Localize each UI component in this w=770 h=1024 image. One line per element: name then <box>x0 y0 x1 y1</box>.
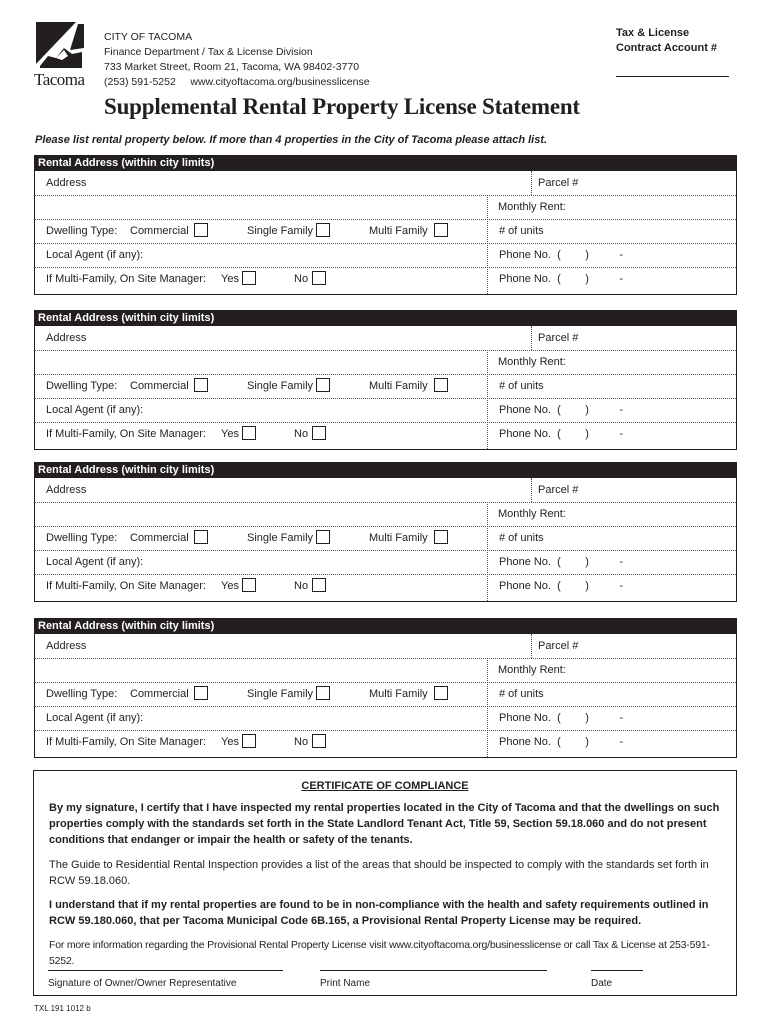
units-field[interactable]: # of units <box>499 225 544 237</box>
column-divider <box>487 350 488 449</box>
contract-account <box>616 26 717 56</box>
row-divider <box>35 682 736 683</box>
multi-family-checkbox[interactable] <box>434 686 448 700</box>
units-field[interactable]: # of units <box>499 532 544 544</box>
multi-family-label: Multi Family <box>369 225 428 237</box>
monthly-rent-field[interactable]: Monthly Rent: <box>498 508 566 520</box>
column-divider <box>531 478 532 502</box>
commercial-checkbox[interactable] <box>194 530 208 544</box>
commercial-checkbox[interactable] <box>194 378 208 392</box>
single-family-label: Single Family <box>247 688 314 700</box>
no-checkbox[interactable] <box>312 578 326 592</box>
rental-fields <box>34 478 737 602</box>
certification-statement: By my signature, I certify that I have inspected my rental properties located in the City of Tacoma and that the dwellings on such properties comply with the standards set forth in the State Landlord Tenant Act, Title 59, Section 59.18.060 and do not present conditions that endanger or impair the health or safety of the tenants. <box>49 802 720 846</box>
row-divider <box>35 243 736 244</box>
inspection-guide-note: The Guide to Residential Rental Inspection provides a list of the areas that should be inspected to comply with the standards set forth in RCW 59.18.060. <box>49 859 709 887</box>
rental-fields <box>34 634 737 758</box>
section-header <box>34 155 737 171</box>
more-info-note: For more information regarding the Provisional Rental Property License visit www.cityoftacoma.org/businesslicense or call Tax & License at 253-591-5252. <box>49 939 710 967</box>
row-divider <box>35 526 736 527</box>
rental-fields <box>34 171 737 295</box>
monthly-rent-field[interactable]: Monthly Rent: <box>498 664 566 676</box>
single-family-checkbox[interactable] <box>316 686 330 700</box>
owner-signature-field[interactable] <box>48 970 283 971</box>
manager-phone-field[interactable]: Phone No. ( ) - <box>499 428 624 440</box>
dwelling-type-label: Dwelling Type: <box>46 225 118 237</box>
multi-family-label: Multi Family <box>369 532 428 544</box>
owner-signature-label: Signature of Owner/Owner Representative <box>48 978 237 989</box>
yes-checkbox[interactable] <box>242 734 256 748</box>
row-divider <box>35 195 736 196</box>
agent-phone-field[interactable]: Phone No. ( ) - <box>499 556 624 568</box>
non-compliance-statement: I understand that if my rental properties are found to be in non-compliance with the health and safety requirements outlined in RCW 59.180.060, that per Tacoma Municipal Code 6B.165, a Provisional Rental Property License may be required. <box>49 899 709 927</box>
rental-address-block <box>34 155 737 295</box>
column-divider <box>487 502 488 601</box>
column-divider <box>487 195 488 294</box>
city-phone-web: (253) 591-5252 www.cityoftacoma.org/businesslicense <box>104 76 370 88</box>
agent-phone-field[interactable]: Phone No. ( ) - <box>499 404 624 416</box>
address-field[interactable]: Address <box>46 484 87 496</box>
rental-address-block <box>34 462 737 602</box>
on-site-manager-label: If Multi-Family, On Site Manager: <box>46 580 206 592</box>
section-title: Rental Address (within city limits) <box>34 463 218 477</box>
yes-label: Yes <box>221 428 239 440</box>
units-field[interactable]: # of units <box>499 688 544 700</box>
single-family-checkbox[interactable] <box>316 530 330 544</box>
yes-checkbox[interactable] <box>242 426 256 440</box>
rental-address-block <box>34 618 737 758</box>
single-family-label: Single Family <box>247 380 314 392</box>
yes-label: Yes <box>221 736 239 748</box>
row-divider <box>35 730 736 731</box>
yes-label: Yes <box>221 273 239 285</box>
section-title: Rental Address (within city limits) <box>34 619 218 633</box>
city-name: CITY OF TACOMA <box>104 31 193 43</box>
dwelling-type-label: Dwelling Type: <box>46 380 118 392</box>
row-divider <box>35 550 736 551</box>
page-title: Supplemental Rental Property License Statement <box>104 94 580 119</box>
date-label: Date <box>591 978 613 989</box>
address-field[interactable]: Address <box>46 640 87 652</box>
instructions: Please list rental property below. If more than 4 properties in the City of Tacoma please attach list. <box>35 134 548 146</box>
local-agent-field[interactable]: Local Agent (if any): <box>46 712 144 724</box>
single-family-checkbox[interactable] <box>316 378 330 392</box>
commercial-label: Commercial <box>130 380 189 392</box>
dwelling-type-label: Dwelling Type: <box>46 532 118 544</box>
print-name-field[interactable] <box>320 970 547 971</box>
manager-phone-field[interactable]: Phone No. ( ) - <box>499 580 624 592</box>
no-checkbox[interactable] <box>312 734 326 748</box>
city-address: 733 Market Street, Room 21, Tacoma, WA 98402-3770 <box>104 61 360 73</box>
row-divider <box>35 574 736 575</box>
single-family-label: Single Family <box>247 225 314 237</box>
row-divider <box>35 398 736 399</box>
no-label: No <box>294 273 309 285</box>
column-divider <box>487 658 488 757</box>
no-checkbox[interactable] <box>312 426 326 440</box>
section-header <box>34 310 737 326</box>
logo-text: Tacoma <box>34 70 85 89</box>
column-divider <box>531 634 532 658</box>
account-label-1: Tax & License <box>616 27 690 39</box>
section-title: Rental Address (within city limits) <box>34 156 218 170</box>
multi-family-checkbox[interactable] <box>434 223 448 237</box>
on-site-manager-label: If Multi-Family, On Site Manager: <box>46 428 206 440</box>
on-site-manager-label: If Multi-Family, On Site Manager: <box>46 273 206 285</box>
row-divider <box>35 422 736 423</box>
no-label: No <box>294 580 309 592</box>
parcel-field[interactable]: Parcel # <box>538 177 579 189</box>
row-divider <box>35 502 736 503</box>
commercial-label: Commercial <box>130 688 189 700</box>
commercial-checkbox[interactable] <box>194 686 208 700</box>
monthly-rent-field[interactable]: Monthly Rent: <box>498 201 566 213</box>
parcel-field[interactable]: Parcel # <box>538 484 579 496</box>
yes-checkbox[interactable] <box>242 271 256 285</box>
column-divider <box>531 171 532 195</box>
multi-family-checkbox[interactable] <box>434 530 448 544</box>
multi-family-label: Multi Family <box>369 380 428 392</box>
parcel-field[interactable]: Parcel # <box>538 640 579 652</box>
yes-label: Yes <box>221 580 239 592</box>
address-field[interactable]: Address <box>46 332 87 344</box>
account-label-2: Contract Account # <box>616 42 718 54</box>
dwelling-type-label: Dwelling Type: <box>46 688 118 700</box>
section-title: Rental Address (within city limits) <box>34 311 218 325</box>
commercial-checkbox[interactable] <box>194 223 208 237</box>
no-label: No <box>294 736 309 748</box>
monthly-rent-field[interactable]: Monthly Rent: <box>498 356 566 368</box>
multi-family-label: Multi Family <box>369 688 428 700</box>
on-site-manager-label: If Multi-Family, On Site Manager: <box>46 736 206 748</box>
manager-phone-field[interactable]: Phone No. ( ) - <box>499 273 624 285</box>
date-field[interactable] <box>591 970 643 971</box>
certificate-title: CERTIFICATE OF COMPLIANCE <box>301 780 469 792</box>
row-divider <box>35 267 736 268</box>
single-family-checkbox[interactable] <box>316 223 330 237</box>
row-divider <box>35 350 736 351</box>
row-divider <box>35 219 736 220</box>
commercial-label: Commercial <box>130 225 189 237</box>
commercial-label: Commercial <box>130 532 189 544</box>
city-logo <box>34 20 86 90</box>
section-header <box>34 618 737 634</box>
section-header <box>34 462 737 478</box>
local-agent-field[interactable]: Local Agent (if any): <box>46 249 144 261</box>
department: Finance Department / Tax & License Division <box>104 46 313 58</box>
account-number-field[interactable] <box>616 76 729 77</box>
row-divider <box>35 658 736 659</box>
form-id: TXL 191 1012 b <box>34 1004 91 1013</box>
yes-checkbox[interactable] <box>242 578 256 592</box>
rental-fields <box>34 326 737 450</box>
certificate-of-compliance <box>33 770 737 996</box>
multi-family-checkbox[interactable] <box>434 378 448 392</box>
agent-phone-field[interactable]: Phone No. ( ) - <box>499 712 624 724</box>
column-divider <box>531 326 532 350</box>
rental-address-block <box>34 310 737 450</box>
row-divider <box>35 374 736 375</box>
local-agent-field[interactable]: Local Agent (if any): <box>46 556 144 568</box>
parcel-field[interactable]: Parcel # <box>538 332 579 344</box>
no-checkbox[interactable] <box>312 271 326 285</box>
single-family-label: Single Family <box>247 532 314 544</box>
row-divider <box>35 706 736 707</box>
city-info <box>104 30 370 90</box>
no-label: No <box>294 428 309 440</box>
manager-phone-field[interactable]: Phone No. ( ) - <box>499 736 624 748</box>
address-field[interactable]: Address <box>46 177 87 189</box>
units-field[interactable]: # of units <box>499 380 544 392</box>
local-agent-field[interactable]: Local Agent (if any): <box>46 404 144 416</box>
agent-phone-field[interactable]: Phone No. ( ) - <box>499 249 624 261</box>
print-name-label: Print Name <box>320 978 371 989</box>
